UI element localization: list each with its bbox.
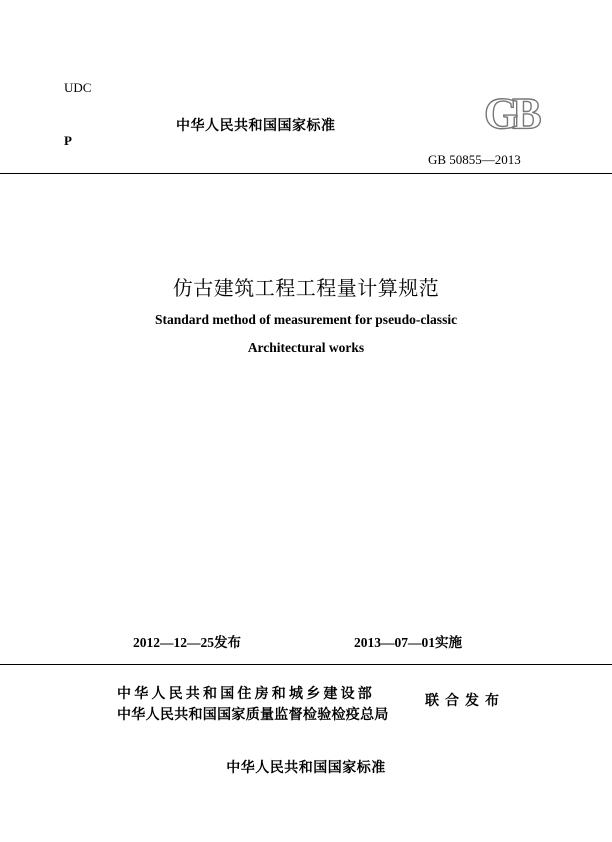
udc-label: UDC: [64, 80, 92, 95]
bottom-divider: [0, 664, 612, 665]
gb-logo: [482, 86, 562, 136]
standard-number: GB 50855—2013: [428, 152, 521, 167]
title-english-line-1: Standard method of measurement for pseudo-classic: [154, 312, 458, 327]
gb-logo-text: GB: [484, 89, 536, 136]
issuer-aqsiq: 中华人民共和国国家质量监督检验检疫总局: [117, 708, 389, 723]
top-divider: [0, 173, 612, 174]
publisher-line: 中华人民共和国国家标准: [226, 761, 386, 776]
implementation-date: 2013—07—01实施: [354, 635, 462, 650]
classification-label: P: [64, 133, 72, 148]
title-chinese: 仿古建筑工程工程量计算规范: [172, 278, 440, 300]
joint-issue-label: 联合发布: [425, 694, 505, 709]
issue-date: 2012—12—25发布: [133, 635, 241, 650]
header-title: 中华人民共和国国家标准: [176, 119, 336, 134]
issuer-ministry: 中华人民共和国住房和城乡建设部: [117, 687, 375, 702]
title-english-line-2: Architectural works: [247, 340, 365, 355]
gb-logo-graphic: [482, 86, 562, 136]
